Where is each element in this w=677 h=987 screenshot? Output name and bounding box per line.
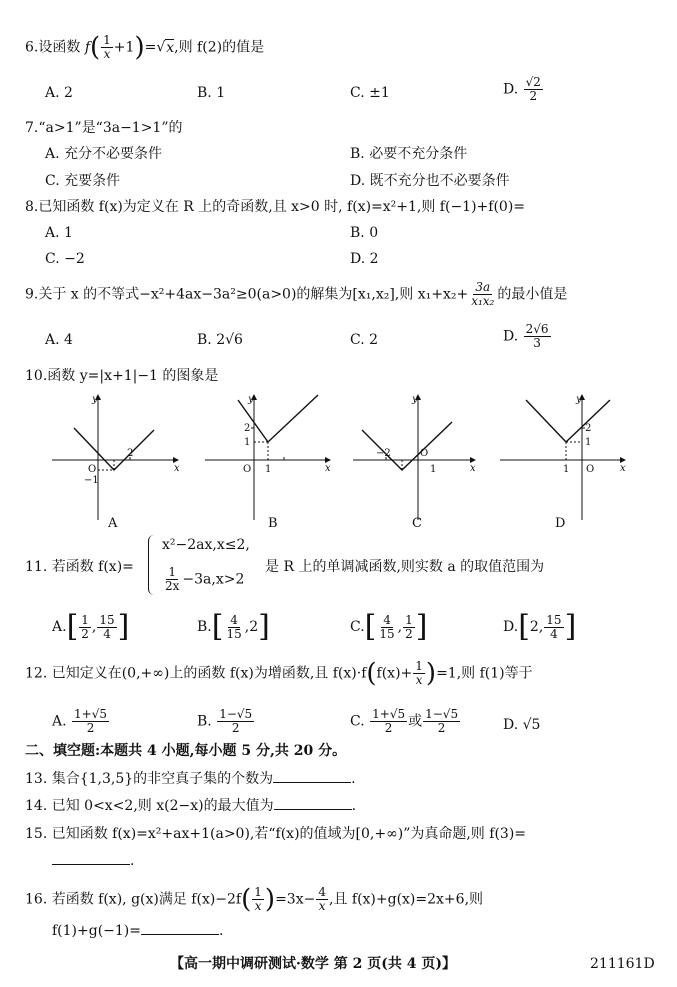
q6-tail: ,则 f(2)的值是: [174, 39, 265, 56]
q16-part-c: ,且 f(x)+g(x)=2x+6,则: [328, 891, 484, 908]
q11-option-b: B.[ $\frac{4}{15}$ ,2]: [197, 609, 270, 644]
q6-x: x: [166, 39, 175, 56]
q11-a-label: A.: [52, 619, 67, 635]
q9-opt-d-den: 3: [533, 336, 541, 350]
q15-answer-blank[interactable]: [52, 864, 130, 865]
graph-d-origin: O: [586, 464, 595, 475]
q11-case2-tail: −3a,x>2: [182, 571, 245, 588]
graph-a-y-label: y: [92, 394, 98, 405]
q11-b-upper: 2: [249, 619, 259, 635]
q11-tail: 是 R 上的单调减函数,则实数 a 的取值范围为: [265, 559, 545, 575]
graph-a: [52, 395, 178, 520]
graph-a-tick-2: 2: [127, 448, 134, 459]
q10-stem: 10.函数 y=|x+1|−1 的图象是: [25, 368, 219, 384]
q9-option-a: A. 4: [45, 332, 73, 348]
graph-d: [500, 395, 625, 520]
q12-c-den: 2: [384, 721, 393, 735]
q7-stem: 7.“a>1”是“3a−1>1”的: [25, 120, 183, 136]
q12-option-c: [350, 708, 461, 735]
q11-c-label: C.: [350, 619, 365, 635]
graph-b-tick-y2: 2: [244, 423, 251, 434]
q6-opt-d-num: √2: [525, 75, 541, 89]
q6-frac-num: 1: [103, 33, 111, 47]
q11-b-den1: 15: [226, 626, 242, 641]
graph-label-d: D: [555, 516, 566, 531]
q6-stem: 6.设函数 f( $\frac{1}{x}$ +1)=√x,则 f(2)的值是: [25, 32, 265, 63]
q9-opt-d-label: D.: [503, 328, 519, 345]
q6-opt-d-label: D.: [503, 81, 519, 98]
q9-option-c: C. 2: [350, 332, 379, 348]
section-2-heading: 二、填空题:本题共 4 小题,每小题 5 分,共 20 分。: [25, 743, 347, 759]
q12-stem: 12. 已知定义在(0,+∞)上的函数 f(x)为增函数,且 f(x)·f(f(x)+ $\frac{1}{x}$ )=1,则 f(1)等于: [25, 658, 533, 689]
graph-label-b: B: [268, 516, 278, 531]
graph-c-origin: O: [420, 448, 429, 459]
q16-line2: f(1)+g(−1)= .: [52, 923, 224, 939]
q6-option-d: [503, 76, 544, 103]
q6-opt-d-den: 2: [529, 89, 538, 103]
q11-b-num1: 4: [230, 612, 238, 627]
q12-option-a: [52, 708, 110, 735]
q9-tail: 的最小值是: [497, 286, 568, 303]
q12-c-label: C.: [350, 713, 365, 730]
q9-stem-text: 9.关于 x 的不等式−x²+4ax−3a²≥0(a>0)的解集为[x₁,x₂],则 x₁+x₂+: [25, 286, 469, 303]
q15-line1: 15. 已知函数 f(x)=x²+ax+1(a>0),若“f(x)的值域为[0,+∞)”为真命题,则 f(3)=: [25, 826, 527, 842]
q6-plus1: +1: [113, 39, 135, 56]
q11-b-label: B.: [197, 619, 212, 635]
q12-c-den2: 2: [437, 721, 446, 735]
graph-c-x-label: x: [470, 463, 476, 474]
q11-option-c: C.[ $\frac{4}{15}$ , $\frac{1}{2}$ ]: [350, 609, 428, 644]
q7-option-a: A. 充分不必要条件: [45, 146, 163, 162]
q13-text: 13. 集合{1,3,5}的非空真子集的个数为: [25, 771, 274, 787]
graph-d-tick-y2: 2: [585, 423, 592, 434]
q12-c-num: 1+√5: [372, 707, 406, 721]
q11-case2-den: 2x: [165, 579, 180, 593]
q16-answer-blank[interactable]: [141, 934, 219, 935]
graph-b-tick-y1: 1: [244, 437, 251, 448]
q9-stem: [25, 281, 567, 308]
graph-c-tick-x1: 1: [430, 464, 437, 475]
footer-code: 211161D: [590, 956, 655, 972]
footer-title: 【高一期中调研测试·数学 第 2 页(共 4 页)】: [170, 956, 456, 972]
q7-option-b: B. 必要不充分条件: [350, 146, 468, 162]
graph-d-tick-xm: 1: [563, 464, 570, 475]
q8-option-d: D. 2: [350, 251, 379, 267]
q16-frac1-num: 1: [254, 885, 262, 899]
q12-option-d: D. √5: [503, 717, 541, 733]
q6-frac: [101, 34, 113, 61]
graph-b-origin: O: [243, 464, 252, 475]
graph-a-tick-neg1: −1: [84, 475, 99, 486]
graph-c-tick-neg2: −2: [376, 448, 391, 459]
graph-b-y-label: y: [248, 394, 254, 405]
q11-c-num1: 4: [383, 612, 391, 627]
q12-a-num: 1+√5: [74, 707, 107, 721]
q9-option-b: B. 2√6: [197, 332, 243, 348]
q12-b-den: 2: [231, 721, 240, 735]
q12-c-or: 或: [408, 713, 423, 730]
q11-brace: [148, 535, 159, 595]
q16-line1: 16. 若函数 f(x), g(x)满足 f(x)−2f( $\frac{1}{x}$ )=3x− $\frac{4}{x}$ ,且 f(x)+g(x)=2x+6,则: [25, 884, 484, 915]
q12-b-label: B.: [197, 713, 212, 730]
graph-c: [353, 395, 475, 520]
q6-option-b: B. 1: [197, 85, 226, 101]
q12-a-label: A.: [52, 713, 67, 730]
q12-a-den: 2: [86, 721, 95, 735]
q9-frac-den: x₁x₂: [471, 294, 495, 308]
q16-frac1-den: x: [254, 899, 262, 913]
graph-b: [205, 395, 330, 520]
q11-a-den2: 4: [103, 626, 111, 641]
q6-f: f: [84, 39, 90, 56]
graph-d-x-label: x: [620, 463, 626, 474]
q12-c-num2: 1−√5: [425, 707, 459, 721]
q16-frac2-den: x: [318, 899, 326, 913]
q14: 14. 已知 0<x<2,则 x(2−x)的最大值为 .: [25, 798, 357, 814]
q14-answer-blank[interactable]: [274, 809, 352, 810]
graph-label-a: A: [108, 516, 118, 531]
q9-option-d: [503, 323, 552, 350]
q16-part-a: 16. 若函数 f(x), g(x)满足 f(x)−2f: [25, 891, 242, 908]
q11-case1: x²−2ax,x≤2,: [162, 537, 250, 553]
q12-stem-text: 12. 已知定义在(0,+∞)上的函数 f(x)为增函数,且 f(x)·f: [25, 665, 367, 682]
q11-lead: 11. 若函数 f(x)=: [25, 559, 134, 575]
q12-b-num: 1−√5: [219, 707, 253, 721]
q16-text2: f(1)+g(−1)=: [52, 923, 141, 939]
graph-d-y-label: y: [576, 394, 582, 405]
graph-b-tick-x1: 1: [265, 464, 272, 475]
graph-label-c: C: [412, 516, 422, 531]
q6-eq: =√: [144, 39, 166, 56]
q9-frac-num: 3a: [475, 280, 491, 294]
q6-frac-den: x: [103, 47, 111, 61]
q6-option-c: C. ±1: [350, 85, 390, 101]
q11-case2-num: 1: [168, 565, 177, 579]
q11-case2: [162, 566, 244, 593]
graph-a-x-label: x: [174, 463, 180, 474]
q7-option-c: C. 充要条件: [45, 173, 121, 189]
q8-option-b: B. 0: [350, 225, 379, 241]
q9-opt-d-num: 2√6: [525, 322, 549, 336]
q16-frac2-num: 4: [318, 885, 326, 899]
q15-line2: .: [52, 852, 134, 870]
q6-option-a: A. 2: [45, 85, 73, 101]
q11-c-den2: 2: [405, 626, 413, 641]
q11-a-den1: 2: [81, 626, 89, 641]
q6-lead: 6.设函数: [25, 39, 85, 56]
q12-tail: =1,则 f(1)等于: [436, 665, 533, 682]
q7-option-d: D. 既不充分也不必要条件: [350, 173, 510, 189]
q16-part-b: =3x−: [275, 891, 316, 908]
q8-option-a: A. 1: [45, 225, 73, 241]
q14-text: 14. 已知 0<x<2,则 x(2−x)的最大值为: [25, 798, 274, 814]
q11-a-num1: 1: [81, 612, 89, 627]
q12-frac-num: 1: [415, 659, 423, 673]
q12-option-b: [197, 708, 255, 735]
q12-frac-den: x: [415, 673, 423, 687]
q13-answer-blank[interactable]: [273, 782, 351, 783]
q11-option-a: A.[ $\frac{1}{2}$ , $\frac{15}{4}$ ]: [52, 609, 130, 644]
q8-stem: 8.已知函数 f(x)为定义在 R 上的奇函数,且 x>0 时, f(x)=x²+1,则 f(−1)+f(0)=: [25, 199, 526, 215]
q11-d-num2: 15: [546, 612, 562, 627]
q11-d-label: D.: [503, 619, 519, 635]
q8-option-c: C. −2: [45, 251, 85, 267]
q10-graphs: [0, 390, 677, 540]
q11-c-num2: 1: [405, 612, 413, 627]
q13: 13. 集合{1,3,5}的非空真子集的个数为 .: [25, 771, 356, 787]
graph-c-y-label: y: [412, 394, 418, 405]
graph-d-tick-y1: 1: [585, 437, 592, 448]
graph-a-origin: O: [88, 464, 97, 475]
q11-d-den2: 4: [550, 626, 558, 641]
graph-b-x-label: x: [325, 463, 331, 474]
q11-c-den1: 15: [379, 626, 395, 641]
q11-d-lower: 2: [529, 619, 539, 635]
q11-option-d: D.[2, $\frac{15}{4}$ ]: [503, 609, 577, 644]
q12-inner: f(x)+: [376, 665, 413, 682]
q11-a-num2: 15: [99, 612, 115, 627]
